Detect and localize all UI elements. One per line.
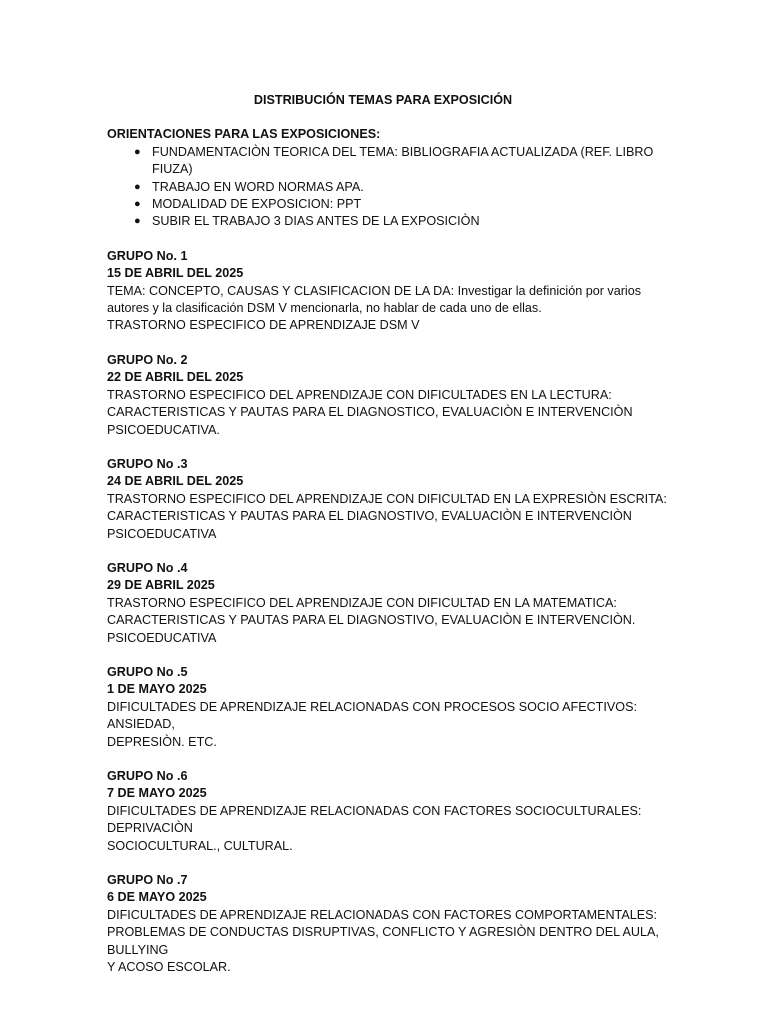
group-heading: GRUPO No. 2 bbox=[107, 352, 188, 367]
orientation-text: SUBIR EL TRABAJO 3 DIAS ANTES DE LA EXPOSICIÒN bbox=[152, 214, 480, 229]
group-date: 1 DE MAYO 2025 bbox=[107, 682, 207, 697]
group-6 bbox=[107, 768, 667, 855]
orientation-item bbox=[134, 196, 667, 213]
group-heading: GRUPO No .4 bbox=[107, 560, 188, 575]
group-7 bbox=[107, 872, 667, 976]
group-date: 22 DE ABRIL DEL 2025 bbox=[107, 370, 244, 385]
document-page bbox=[107, 92, 667, 993]
orientations-heading: ORIENTACIONES PARA LAS EXPOSICIONES: bbox=[107, 127, 381, 142]
group-date: 24 DE ABRIL DEL 2025 bbox=[107, 474, 244, 489]
group-5 bbox=[107, 664, 667, 751]
group-date: 15 DE ABRIL DEL 2025 bbox=[107, 266, 244, 281]
group-2 bbox=[107, 352, 667, 439]
group-4 bbox=[107, 560, 667, 647]
group-date: 7 DE MAYO 2025 bbox=[107, 786, 207, 801]
bullet-icon: ● bbox=[134, 215, 141, 228]
group-topic: TRASTORNO ESPECIFICO DEL APRENDIZAJE CON DIFICULTADES EN LA LECTURA: CARACTERISTICAS Y PAUTAS PARA EL DIAGNOSTICO, EVALUACIÒN E INTERVENCIÒN PSICOEDUCATIVA. bbox=[107, 387, 633, 437]
orientation-item bbox=[134, 213, 667, 230]
bullet-icon: ● bbox=[134, 145, 141, 158]
group-topic: DIFICULTADES DE APRENDIZAJE RELACIONADAS CON FACTORES SOCIOCULTURALES: DEPRIVACIÒN SOCIOCULTURAL., CULTURAL. bbox=[107, 803, 642, 853]
group-3 bbox=[107, 456, 667, 543]
group-heading: GRUPO No .7 bbox=[107, 873, 188, 888]
group-heading: GRUPO No .5 bbox=[107, 664, 188, 679]
group-date: 29 DE ABRIL 2025 bbox=[107, 578, 215, 593]
group-topic: TRASTORNO ESPECIFICO DEL APRENDIZAJE CON DIFICULTAD EN LA EXPRESIÒN ESCRITA: CARACTERISTICAS Y PAUTAS PARA EL DIAGNOSTIVO, EVALUACIÒN E INTERVENCIÒN PSICOEDUCATIVA bbox=[107, 491, 667, 541]
orientation-item bbox=[134, 179, 667, 196]
bullet-icon: ● bbox=[134, 198, 141, 211]
group-heading: GRUPO No. 1 bbox=[107, 248, 188, 263]
group-topic: TRASTORNO ESPECIFICO DEL APRENDIZAJE CON DIFICULTAD EN LA MATEMATICA: CARACTERISTICAS Y PAUTAS PARA EL DIAGNOSTIVO, EVALUACIÒN E INTERVENCIÒN. PSICOEDUCATIVA bbox=[107, 595, 636, 645]
group-heading: GRUPO No .3 bbox=[107, 456, 188, 471]
group-topic: TEMA: CONCEPTO, CAUSAS Y CLASIFICACION DE LA DA: Investigar la definición por varios autores y la clasificación DSM V mencionarla, no hablar de cada uno de ellas. TRASTORNO ESPECIFICO DE APRENDIZAJE DSM V bbox=[107, 283, 642, 333]
group-date: 6 DE MAYO 2025 bbox=[107, 890, 207, 905]
orientation-item bbox=[134, 144, 667, 179]
group-topic: DIFICULTADES DE APRENDIZAJE RELACIONADAS CON PROCESOS SOCIO AFECTIVOS: ANSIEDAD, DEPRESIÒN. ETC. bbox=[107, 699, 637, 749]
group-topic: DIFICULTADES DE APRENDIZAJE RELACIONADAS CON FACTORES COMPORTAMENTALES: PROBLEMAS DE CONDUCTAS DISRUPTIVAS, CONFLICTO Y AGRESIÒN DENTRO DEL AULA, BULLYING Y ACOSO ESCOLAR. bbox=[107, 907, 659, 975]
document-title: DISTRIBUCIÓN TEMAS PARA EXPOSICIÓN bbox=[253, 93, 513, 107]
group-heading: GRUPO No .6 bbox=[107, 769, 188, 783]
orientation-text: TRABAJO EN WORD NORMAS APA. bbox=[152, 179, 364, 194]
orientation-text: FUNDAMENTACIÒN TEORICA DEL TEMA: BIBLIOGRAFIA ACTUALIZADA (REF. LIBRO FIUZA) bbox=[152, 144, 654, 177]
bullet-icon: ● bbox=[134, 180, 141, 193]
group-1 bbox=[107, 248, 667, 335]
orientations-list bbox=[107, 144, 667, 231]
orientation-text: MODALIDAD DE EXPOSICION: PPT bbox=[152, 197, 362, 212]
